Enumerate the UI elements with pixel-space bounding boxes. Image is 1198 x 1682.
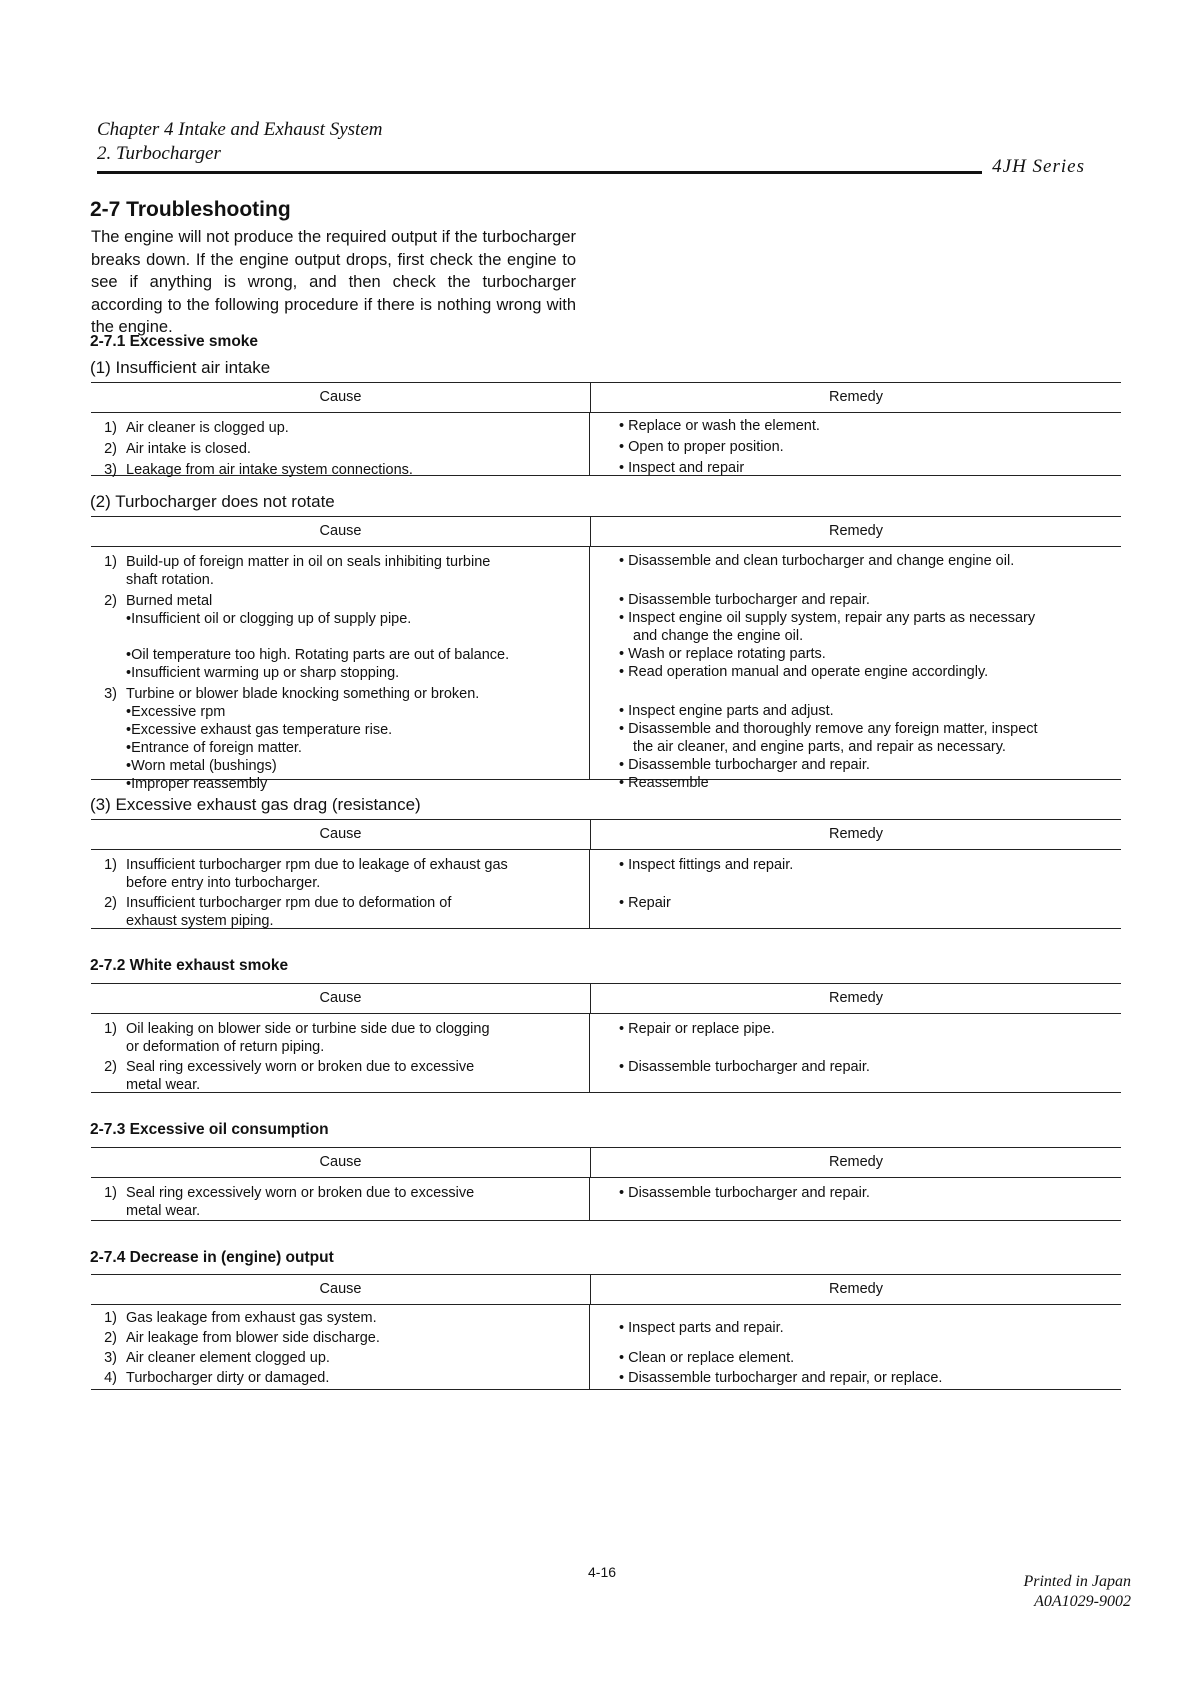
intro-paragraph: The engine will not produce the required output if the turbocharger breaks down. If the engine output drops, first check the engine to see if anything is wrong, and then check the turbocharger according to the following procedure if there is nothing wrong with the engine. xyxy=(91,228,576,336)
table-row: •Entrance of foreign matter. xyxy=(126,740,302,756)
troubleshooting-table xyxy=(91,1147,1121,1221)
table-caption: (2) Turbocharger does not rotate xyxy=(90,492,335,511)
remedy-item: and change the engine oil. xyxy=(633,628,804,644)
header-rule xyxy=(97,171,982,174)
remedy-item: • Reassemble xyxy=(619,775,709,791)
cause-header: Cause xyxy=(91,1148,591,1177)
table-row: or deformation of return piping. xyxy=(126,1039,325,1055)
subsection-title: 2-7.4 Decrease in (engine) output xyxy=(90,1249,334,1266)
remedy-header: Remedy xyxy=(829,826,883,842)
table-row: 3) Turbine or blower blade knocking something or broken. xyxy=(104,686,480,702)
remedy-item: • Disassemble and clean turbocharger and change engine oil. xyxy=(619,553,1015,569)
table-row: 1) Oil leaking on blower side or turbine side due to clogging xyxy=(104,1021,490,1037)
remedy-header: Remedy xyxy=(829,1281,883,1297)
series-label: 4JH Series xyxy=(992,156,1085,177)
remedy-item: • Repair xyxy=(619,895,671,911)
page-number: 4-16 xyxy=(588,1564,617,1580)
table-row: •Insufficient warming up or sharp stopping. xyxy=(126,665,400,681)
table-row: 1) Build-up of foreign matter in oil on seals inhibiting turbine xyxy=(104,554,491,570)
table-row: 1) Air cleaner is clogged up. xyxy=(104,420,289,436)
remedy-header: Remedy xyxy=(829,1154,883,1170)
subsection-title: 2-7.3 Excessive oil consumption xyxy=(90,1121,329,1138)
cause-header: Cause xyxy=(91,517,591,546)
chapter-title: Chapter 4 Intake and Exhaust System xyxy=(97,119,383,140)
table-row: 2) Air leakage from blower side discharge. xyxy=(104,1330,380,1346)
remedy-item: • Disassemble and thoroughly remove any foreign matter, inspect xyxy=(619,721,1038,737)
table-row: •Improper reassembly xyxy=(126,776,268,792)
troubleshooting-table xyxy=(91,516,1121,792)
remedy-item: • Inspect engine oil supply system, repair any parts as necessary xyxy=(619,610,1036,626)
table-row: 1) Insufficient turbocharger rpm due to leakage of exhaust gas xyxy=(104,857,508,873)
table-row: •Worn metal (bushings) xyxy=(126,758,277,774)
table-row: •Excessive rpm xyxy=(126,704,226,720)
cause-header: Cause xyxy=(91,383,591,412)
table-row: 2) Burned metal xyxy=(104,593,213,609)
remedy-item: • Open to proper position. xyxy=(619,439,784,455)
section-title: 2. Turbocharger xyxy=(97,143,221,164)
table-caption: (1) Insufficient air intake xyxy=(90,358,271,377)
table-row: before entry into turbocharger. xyxy=(126,875,321,891)
subsection-title: 2-7.2 White exhaust smoke xyxy=(90,957,289,974)
table-caption: (3) Excessive exhaust gas drag (resistance) xyxy=(90,795,421,814)
remedy-item: • Disassemble turbocharger and repair. xyxy=(619,1059,870,1075)
subsection-title: 2-7.1 Excessive smoke xyxy=(90,333,259,350)
table-row: •Oil temperature too high. Rotating parts are out of balance. xyxy=(126,647,510,663)
remedy-header: Remedy xyxy=(829,389,883,405)
table-row: 2) Seal ring excessively worn or broken due to excessive xyxy=(104,1059,475,1075)
troubleshooting-table xyxy=(91,819,1121,929)
remedy-item: • Disassemble turbocharger and repair. xyxy=(619,1185,870,1201)
table-row: 1) Gas leakage from exhaust gas system. xyxy=(104,1310,377,1326)
print-info xyxy=(1023,1572,1131,1612)
table-row: •Insufficient oil or clogging up of supply pipe. xyxy=(126,611,412,627)
table-row: 4) Turbocharger dirty or damaged. xyxy=(104,1370,330,1386)
table-row: 3) Leakage from air intake system connections. xyxy=(104,462,413,478)
remedy-header: Remedy xyxy=(829,523,883,539)
remedy-header: Remedy xyxy=(829,990,883,1006)
table-row: metal wear. xyxy=(126,1203,201,1219)
table-row: metal wear. xyxy=(126,1077,201,1093)
table-row: exhaust system piping. xyxy=(126,913,274,929)
remedy-item: • Inspect and repair xyxy=(619,460,745,476)
printed-note: Printed in Japan xyxy=(1023,1573,1131,1590)
page-heading: 2-7 Troubleshooting xyxy=(90,198,291,221)
remedy-item: • Inspect engine parts and adjust. xyxy=(619,703,834,719)
remedy-item: • Repair or replace pipe. xyxy=(619,1021,775,1037)
remedy-item: • Disassemble turbocharger and repair. xyxy=(619,592,870,608)
cause-header: Cause xyxy=(91,820,591,849)
remedy-item: • Inspect fittings and repair. xyxy=(619,857,794,873)
remedy-item: • Replace or wash the element. xyxy=(619,418,820,434)
remedy-item: • Clean or replace element. xyxy=(619,1350,795,1366)
table-row: 2) Insufficient turbocharger rpm due to deformation of xyxy=(104,895,452,911)
remedy-item: • Disassemble turbocharger and repair, or replace. xyxy=(619,1370,943,1386)
remedy-item: • Disassemble turbocharger and repair. xyxy=(619,757,870,773)
troubleshooting-table xyxy=(91,1274,1121,1390)
remedy-item: • Read operation manual and operate engine accordingly. xyxy=(619,664,989,680)
document-code: A0A1029-9002 xyxy=(1034,1593,1131,1610)
table-row: 3) Air cleaner element clogged up. xyxy=(104,1350,330,1366)
page-header xyxy=(97,118,1097,180)
table-row: shaft rotation. xyxy=(126,572,214,588)
cause-header: Cause xyxy=(91,1275,591,1304)
table-row: •Excessive exhaust gas temperature rise. xyxy=(126,722,393,738)
table-row: 1) Seal ring excessively worn or broken due to excessive xyxy=(104,1185,475,1201)
remedy-item: • Wash or replace rotating parts. xyxy=(619,646,826,662)
cause-header: Cause xyxy=(91,984,591,1013)
remedy-item: • Inspect parts and repair. xyxy=(619,1320,784,1336)
troubleshooting-table xyxy=(91,382,1121,476)
troubleshooting-table xyxy=(91,983,1121,1093)
remedy-item: the air cleaner, and engine parts, and repair as necessary. xyxy=(633,739,1006,755)
table-row: 2) Air intake is closed. xyxy=(104,441,251,457)
